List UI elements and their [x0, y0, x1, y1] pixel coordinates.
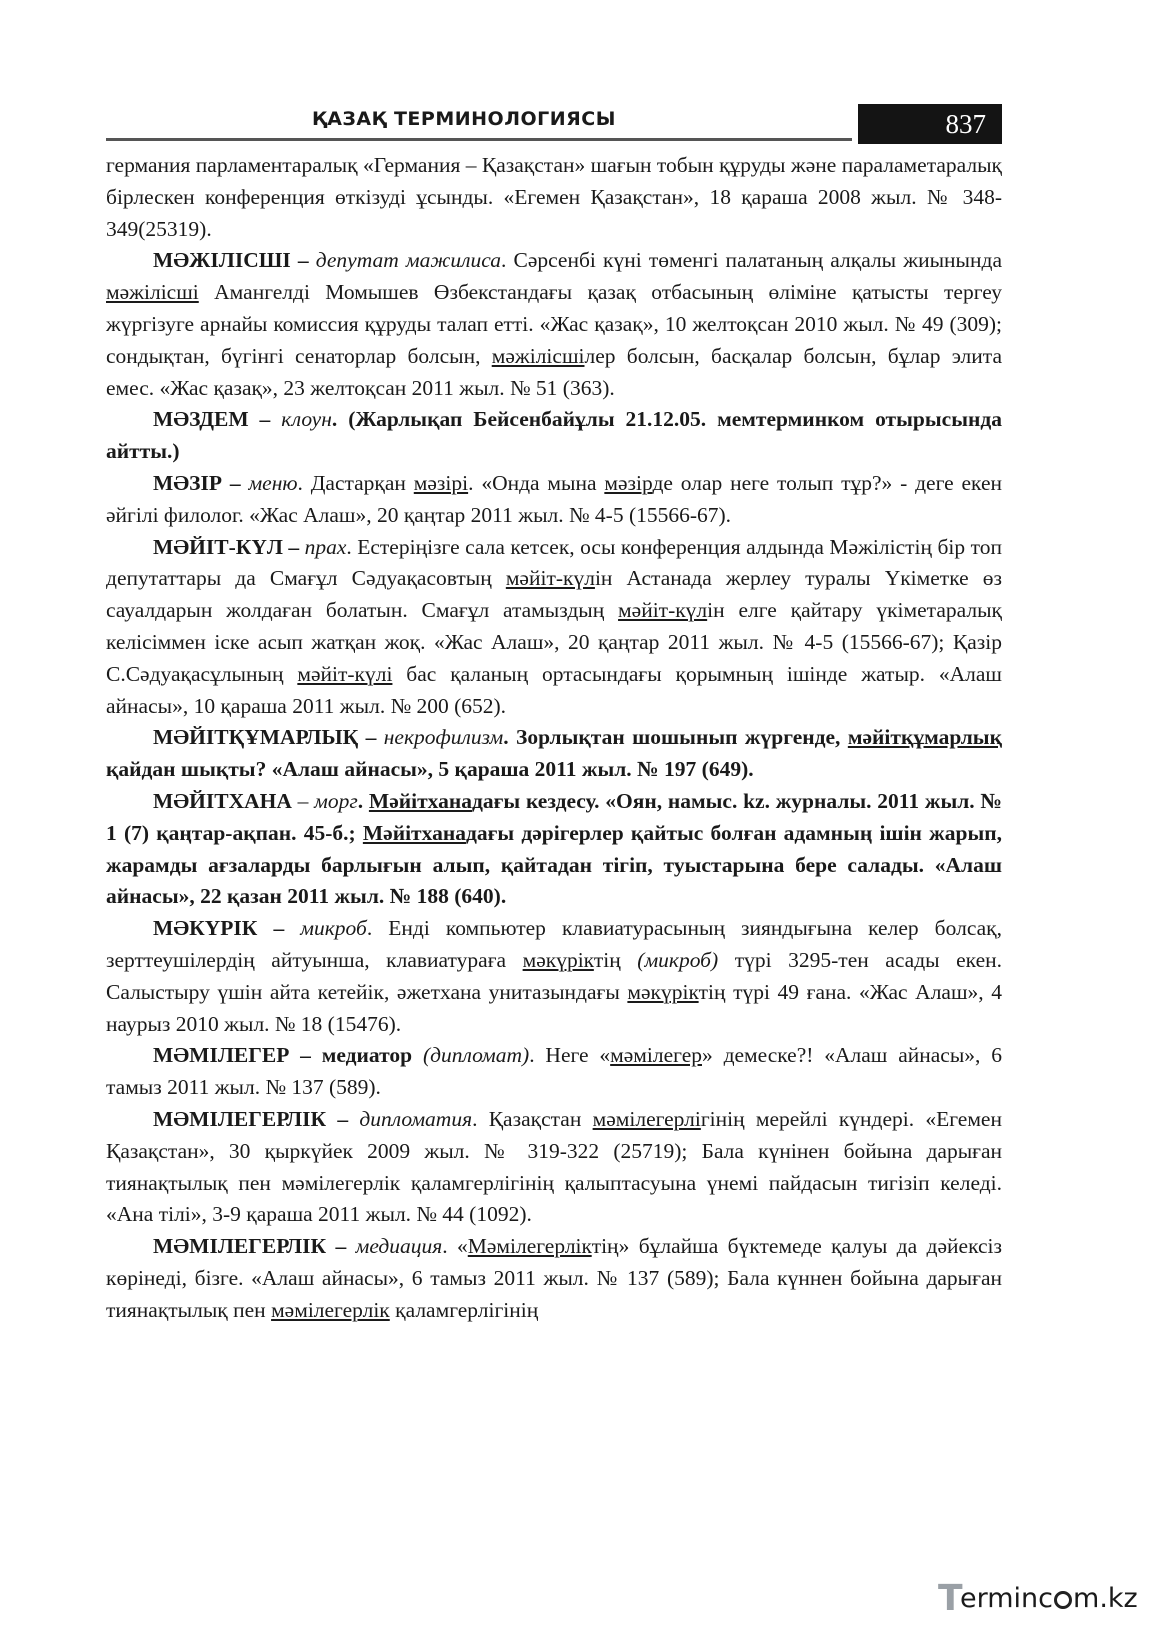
entry-text: . « [442, 1234, 468, 1259]
entry-headword: МӘЖІЛІСШІ – [153, 248, 316, 273]
entry-text: гінің мерейлі күндері. «Егемен Қазақстан», 30 қыркүйек 2009 жыл. № 319-322 (25719); Бала күнінен бойына дарыған тиянақтылық пен мәмілегерлік қаламгерлігінің қалыптасуына үнемі пайдасын тигізіп келеді. «Ана тілі», 3-9 қараша 2011 жыл. № 44 (1092). [106, 1106, 1002, 1227]
entry-translation: медиация [355, 1234, 443, 1259]
entry-headword: МӘМІЛЕГЕРЛІК – [153, 1106, 360, 1131]
dictionary-entry [106, 1104, 1002, 1231]
entry-text: лер болсын, басқалар болсын, бұлар элита емес. «Жас қазақ», 23 желтоқсан 2011 жыл. № 51 (363). [106, 343, 1002, 400]
entry-text: . Естеріңізге сала кетсек, осы конференция алдында Мәжілістің бір топ депутаттары да Смағұл Сәдуақасовтың [106, 534, 1002, 591]
entry-text: қаламгерлігінің [389, 1297, 539, 1322]
entry-translation: прах [304, 534, 347, 559]
running-title: ҚАЗАҚ ТЕРМИНОЛОГИЯСЫ [312, 108, 616, 130]
entry-text: тің» бұлайша бүктемеде қалуы да дәйексіз көрінеді, бізге. «Алаш айнасы», 6 тамыз 2011 жыл. № 137 (589); Бала күннен бойына дарыған тиянақтылық пен [106, 1234, 1002, 1322]
entry-headword: МӘКҮРІК – [153, 916, 301, 941]
entry-text: ін елге қайтару үкіметаралық келісіммен іске асып жатқан жоқ. «Жас Алаш», 20 қаңтар 2011 жыл. № 4-5 (15566-67); Қазір С.Сәдуақасұлының [106, 598, 1002, 686]
termincom-logo-letter: T [938, 1578, 963, 1619]
entry-headword: МӘМІЛЕГЕРЛІК – [153, 1234, 356, 1259]
entry-translation: дипломатия [359, 1106, 473, 1131]
header-rule [106, 138, 852, 141]
entry-text: . Қазақстан [472, 1106, 593, 1131]
entry-headword: МӘЙІТҚҰМАРЛЫҚ – [153, 725, 384, 750]
underlined-term: мәжілісші [491, 343, 585, 368]
entry-text: – [291, 788, 315, 813]
entry-text: . [357, 788, 369, 813]
entry-text: . «Онда мына [468, 470, 605, 495]
entry-translation: некрофилизм [383, 725, 504, 750]
entry-translation: морг [314, 788, 358, 813]
entry-text: түрі 3295-тен асады екен. Салыстыру үшін айта кетейік, әжетхана унитазындағы [106, 947, 1003, 1004]
paragraph-continued [106, 150, 1002, 245]
entry-headword: МӘЙІТХАНА [153, 788, 292, 813]
entry-text: . Зорлықтан шошынып жүргенде, [503, 725, 848, 750]
entry-text: германия парламентаралық «Германия – Қазақстан» шағын тобын құруды және параламетаралық бірлескен конференция өткізуді ұсынды. «Егемен Қазақстан», 18 қараша 2008 жыл. № 348-349(25319). [106, 153, 1002, 241]
entry-text: . Енді компьютер клавиатурасының зияндығына келер болсақ, зерттеушілердің айтуынша, клавиатураға [106, 916, 1002, 972]
entry-text: дағы кездесу. «Оян, намыс. kz. журналы. 2011 жыл. № 1 (7) қаңтар-ақпан. 45-б.; [106, 788, 1003, 845]
entry-headword: МӘМІЛЕГЕР – медиатор [153, 1043, 423, 1068]
entry-text: . Дастарқан [297, 470, 414, 495]
entry-text: қайдан шықты? «Алаш айнасы», 5 қараша 2011 жыл. № 197 (649). [106, 757, 754, 782]
dictionary-entry [106, 1040, 1002, 1104]
entry-text: де олар неге толып тұр?» - деге екен әйгілі филолог. «Жас Алаш», 20 қаңтар 2011 жыл. № 4-5 (15566-67). [106, 470, 1002, 527]
underlined-term: мәзірі [413, 470, 469, 495]
entry-translation: клоун [281, 407, 332, 432]
dictionary-entry [106, 468, 1002, 532]
termincom-logo-text: erminc m.kz [960, 1583, 1138, 1614]
underlined-term: мәкүрік [627, 979, 699, 1004]
underlined-term: мәзір [604, 470, 653, 495]
dictionary-entry [106, 786, 1002, 913]
entry-text: . Неге « [529, 1043, 611, 1068]
magnifier-icon [1054, 1591, 1072, 1609]
page-number: 837 [858, 104, 1002, 144]
page-header [106, 104, 1002, 144]
underlined-term: Мәйітхана [368, 788, 473, 813]
entry-headword: МӘЗІР – [153, 470, 249, 495]
dictionary-body [106, 150, 1002, 1326]
entry-headword: МӘЙІТ-КҮЛ – [153, 534, 305, 559]
underlined-term: Мәйітхана [362, 820, 466, 845]
entry-text: Амангелді Момышев Өзбекстандағы қазақ отбасының өліміне қатысты тергеу жүргізуге арнайы комиссия құруды талап етті. «Жас қазақ», 10 желтоқсан 2010 жыл. № 49 (309); сондықтан, бүгінгі сенаторлар болсын, [106, 280, 1002, 368]
dictionary-entry [106, 404, 1002, 468]
entry-translation: депутат мажилиса [315, 248, 501, 273]
underlined-term: мәмілегерлі [592, 1106, 701, 1131]
entry-text: тің түрі 49 ғана. «Жас Алаш», 4 наурыз 2010 жыл. № 18 (15476). [106, 979, 1002, 1036]
entry-text: . (Жарлықап Бейсенбайұлы 21.12.05. мемтерминком отырысында айтты.) [106, 407, 1002, 464]
entry-translation: микроб [300, 916, 367, 941]
underlined-term: мәйіт-күл [505, 566, 595, 591]
dictionary-entry [106, 913, 1002, 1040]
entry-text: » демеске?! «Алаш айнасы», 6 тамыз 2011 жыл. № 137 (589). [106, 1043, 1002, 1100]
dictionary-entry [106, 1231, 1002, 1326]
underlined-term: мәмілегер [610, 1043, 702, 1068]
entry-text: ін Астанада жерлеу туралы Үкіметке өз сауалдарын жолдаған болатын. Смағұл атамыздың [106, 566, 1003, 623]
entry-translation: (дипломат) [422, 1043, 530, 1068]
underlined-term: мәйітқұмарлық [847, 725, 1002, 750]
entry-text: тің [593, 947, 638, 972]
entry-text: бас қаланың ортасындағы қорымның ішінде жатыр. «Алаш айнасы», 10 қараша 2011 жыл. № 200 (652). [106, 661, 1002, 718]
entry-translation: (микроб) [637, 947, 719, 972]
dictionary-entry [106, 245, 1002, 404]
underlined-term: мәйіт-күл [618, 598, 708, 623]
underlined-term: мәкүрік [522, 947, 594, 972]
dictionary-entry [106, 722, 1002, 786]
entry-translation: меню [248, 470, 298, 495]
termincom-watermark [938, 1578, 1146, 1621]
dictionary-entry [106, 532, 1002, 723]
underlined-term: мәмілегерлік [271, 1297, 390, 1322]
underlined-term: мәжілісші [106, 280, 199, 305]
entry-text: дағы дәрігерлер қайтыс болған адамның ішін жарып, жарамды ағзаларды барлығын алып, қайтадан тігіп, туыстарына бере салады. «Алаш айнасы», 22 қазан 2011 жыл. № 188 (640). [106, 820, 1002, 909]
entry-headword: МӘЗДЕМ – [153, 407, 282, 432]
underlined-term: мәйіт-күлі [297, 661, 393, 686]
underlined-term: Мәмілегерлік [467, 1234, 592, 1259]
entry-text: . Сәрсенбі күні төменгі палатаның алқалы жиынында [500, 248, 1002, 273]
